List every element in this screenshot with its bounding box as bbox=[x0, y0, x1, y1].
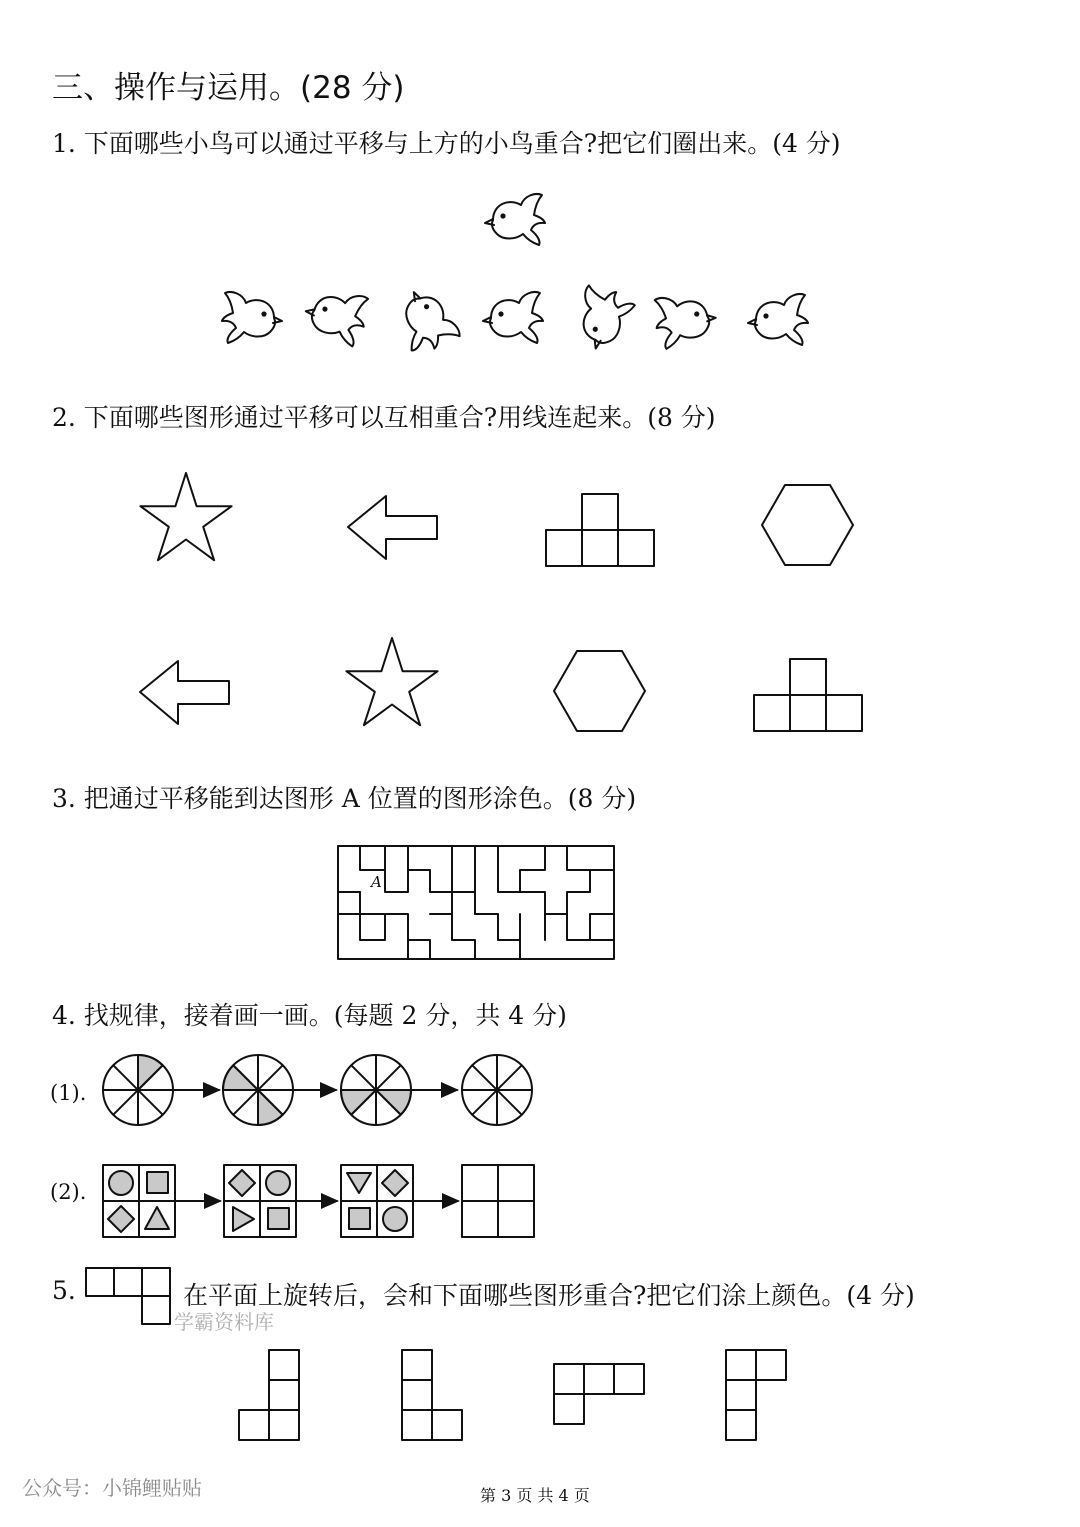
l-shape-reference bbox=[86, 1268, 170, 1324]
question-5-number: 5. bbox=[52, 1276, 76, 1305]
star-icon[interactable] bbox=[346, 638, 437, 725]
question-4-sub-1-label: (1). bbox=[50, 1081, 87, 1105]
pie-sequence bbox=[103, 1055, 532, 1125]
t-block-icon[interactable] bbox=[754, 659, 862, 731]
footer-account: 公众号：小锦鲤贴贴 bbox=[22, 1476, 202, 1500]
bird-icon[interactable] bbox=[393, 282, 461, 356]
bird-icon[interactable] bbox=[652, 289, 720, 350]
question-3-text: 3. 把通过平移能到达图形 A 位置的图形涂色。(8 分) bbox=[52, 784, 637, 813]
l-shape-option[interactable] bbox=[402, 1350, 462, 1440]
question-4-text: 4. 找规律，接着画一画。(每题 2 分，共 4 分) bbox=[52, 1001, 567, 1030]
shape-grid-empty[interactable] bbox=[462, 1165, 534, 1237]
star-icon[interactable] bbox=[140, 473, 231, 560]
bird-icon[interactable] bbox=[748, 294, 808, 345]
hexagon-icon[interactable] bbox=[554, 651, 645, 731]
diamond-icon bbox=[229, 1170, 255, 1196]
footer-page-number: 第 3 页 共 4 页 bbox=[480, 1486, 590, 1505]
circle-icon bbox=[223, 1055, 293, 1125]
shape-grid bbox=[103, 1165, 175, 1237]
bird-icon[interactable] bbox=[483, 292, 543, 343]
l-shape-option[interactable] bbox=[726, 1350, 786, 1440]
t-block-icon[interactable] bbox=[546, 494, 654, 566]
circle-icon[interactable] bbox=[462, 1055, 532, 1125]
circle-icon bbox=[103, 1055, 173, 1125]
grid-label-a: A bbox=[371, 873, 382, 891]
l-shape-option[interactable] bbox=[554, 1364, 644, 1424]
square-icon bbox=[349, 1208, 370, 1229]
square-icon bbox=[147, 1172, 168, 1193]
watermark: 学霸资料库 bbox=[174, 1310, 274, 1334]
hexagon-icon[interactable] bbox=[762, 485, 853, 565]
shape-grid bbox=[224, 1165, 296, 1237]
diamond-icon bbox=[108, 1206, 134, 1232]
square-icon bbox=[268, 1208, 289, 1229]
circle-icon bbox=[109, 1171, 133, 1195]
triangle-icon bbox=[233, 1207, 254, 1231]
shape-grid-sequence bbox=[103, 1165, 534, 1237]
bird-icon[interactable] bbox=[568, 282, 636, 356]
triangle-icon bbox=[347, 1173, 371, 1193]
triangle-icon bbox=[145, 1207, 169, 1229]
arrow-left-icon[interactable] bbox=[348, 496, 437, 559]
shape-grid bbox=[341, 1165, 413, 1237]
question-1-text: 1. 下面哪些小鸟可以通过平移与上方的小鸟重合?把它们圈出来。(4 分) bbox=[52, 129, 841, 158]
bird-icon[interactable] bbox=[222, 292, 282, 343]
circle-icon bbox=[341, 1055, 411, 1125]
bird-icon bbox=[485, 194, 545, 245]
arrow-left-icon[interactable] bbox=[140, 661, 229, 724]
question-2-text: 2. 下面哪些图形通过平移可以互相重合?用线连起来。(8 分) bbox=[52, 403, 716, 432]
question-5-text: 在平面上旋转后，会和下面哪些图形重合?把它们涂上颜色。(4 分) bbox=[183, 1281, 915, 1310]
section-title: 三、操作与运用。(28 分) bbox=[52, 70, 405, 106]
circle-icon bbox=[383, 1207, 407, 1231]
translation-grid[interactable] bbox=[338, 846, 614, 959]
diamond-icon bbox=[382, 1170, 408, 1196]
bird-icon[interactable] bbox=[300, 283, 371, 348]
l-shape-option[interactable] bbox=[239, 1350, 299, 1440]
bird-options bbox=[222, 282, 808, 356]
question-4-sub-2-label: (2). bbox=[50, 1180, 87, 1204]
circle-icon bbox=[266, 1171, 290, 1195]
